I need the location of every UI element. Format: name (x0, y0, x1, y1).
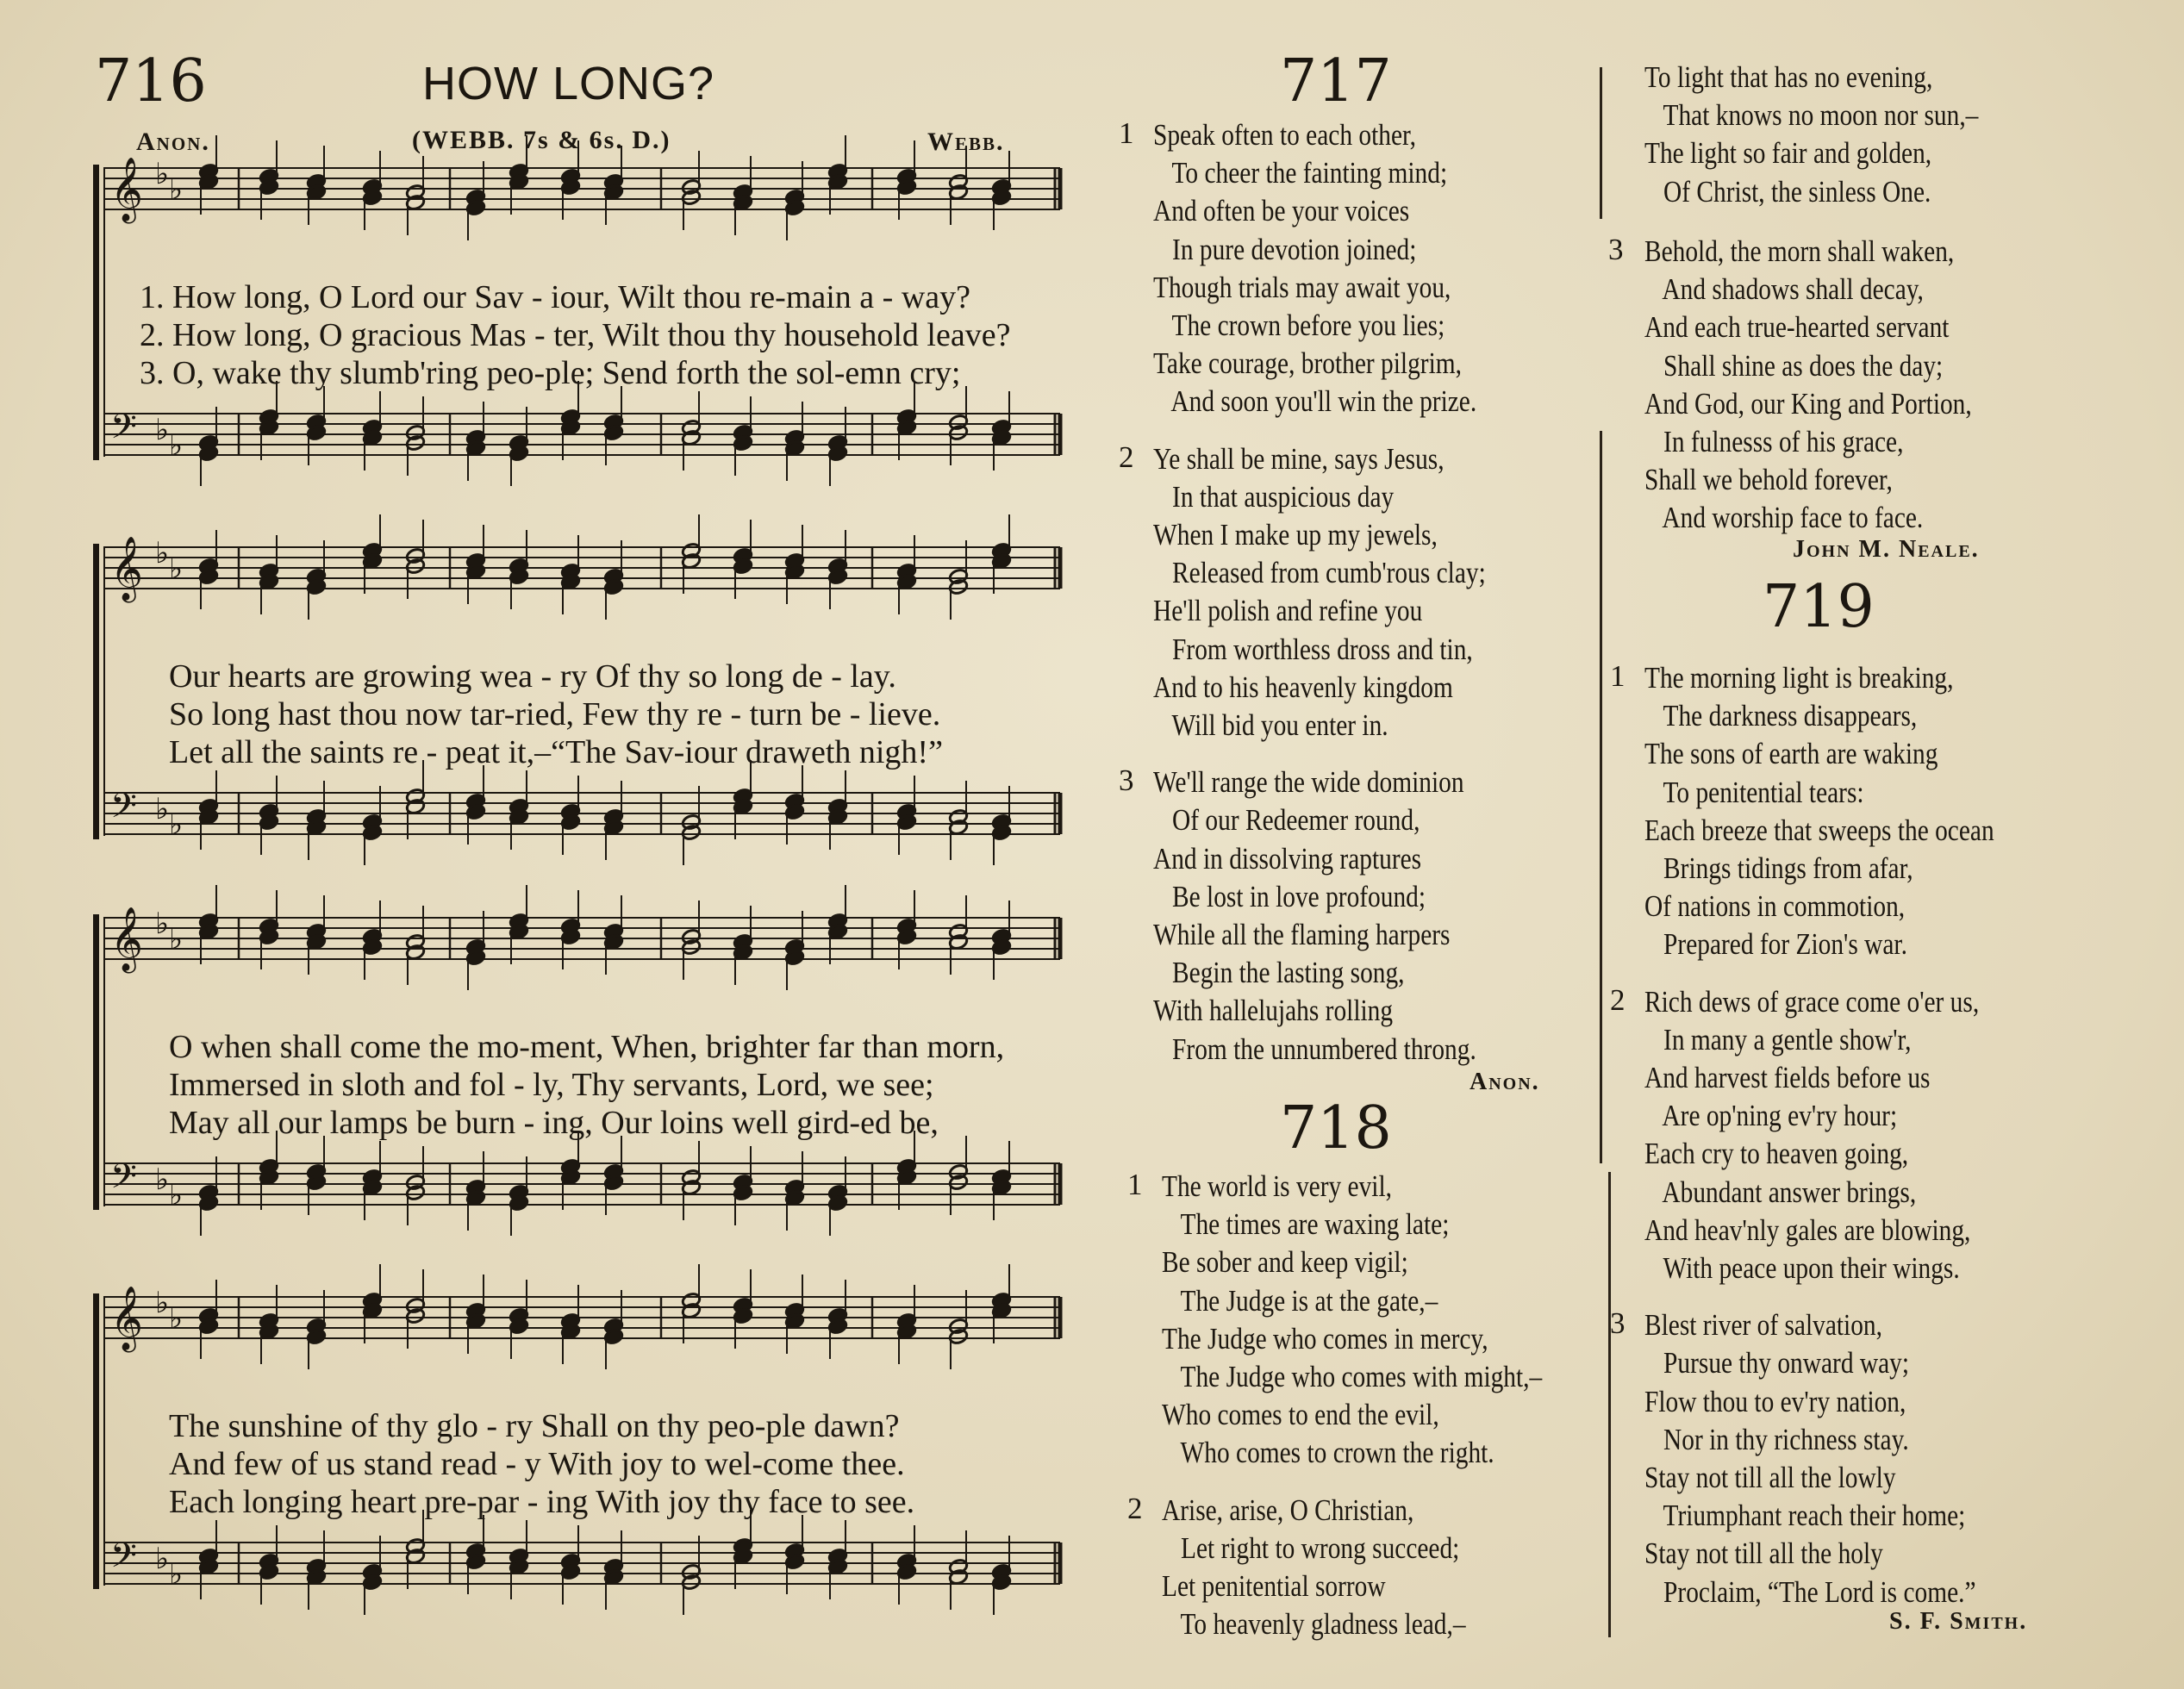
verse-line: The world is very evil, (1162, 1169, 1392, 1203)
hymn-717-number: 717 (1280, 47, 1392, 115)
column-divider (1600, 67, 1602, 219)
verse-line: With hallelujahs rolling (1153, 994, 1394, 1028)
svg-text:♭: ♭ (155, 536, 170, 570)
verse-line: The sons of earth are waking (1644, 737, 1938, 771)
verse-line: The Judge is at the gate,– (1162, 1283, 1438, 1318)
verse-line: Shall we behold forever, (1644, 463, 1893, 497)
hymn-716-meter: (WEBB. 7s & 6s. D.) (412, 126, 671, 154)
hymn-716-composer: Webb. (927, 128, 1005, 156)
verse-line: Ye shall be mine, says Jesus, (1153, 441, 1445, 476)
verse-line: And shadows shall decay, (1644, 272, 1924, 307)
hymn-716-author: Anon. (136, 128, 210, 156)
verse-line: Flow thou to ev'ry nation, (1644, 1384, 1906, 1418)
svg-text:𝄞: 𝄞 (110, 1287, 143, 1350)
verse-line: And in dissolving raptures (1153, 841, 1422, 876)
verse-line: And to his heavenly kingdom (1153, 670, 1453, 704)
verse-line: Though trials may await you, (1153, 270, 1451, 304)
svg-text:♭: ♭ (169, 807, 184, 842)
verse-line: To light that has no evening, (1644, 60, 1933, 94)
verse-line: And often be your voices (1153, 194, 1410, 228)
verse-line: In pure devotion joined; (1153, 232, 1417, 266)
svg-text:𝄢: 𝄢 (110, 407, 137, 455)
verse-line: And each true-hearted servant (1644, 310, 1950, 345)
svg-text:𝄞: 𝄞 (110, 907, 143, 971)
verse-line: Be sober and keep vigil; (1162, 1245, 1408, 1280)
verse-line: And heav'nly gales are blowing, (1644, 1212, 1971, 1247)
lyric-line: The sunshine of thy glo - ry Shall on thy peo-ple dawn? (169, 1408, 900, 1444)
lyric-line: Immersed in sloth and fol - ly, Thy servants, Lord, we see; (169, 1067, 934, 1103)
svg-text:♭: ♭ (155, 413, 170, 447)
verse-line: Who comes to end the evil, (1162, 1398, 1439, 1432)
svg-text:♭: ♭ (155, 1542, 170, 1576)
column-divider (1600, 431, 1602, 1163)
svg-text:♭: ♭ (169, 1557, 184, 1592)
svg-text:♭: ♭ (155, 1286, 170, 1320)
verse-line: He'll polish and refine you (1153, 594, 1423, 628)
svg-text:♭: ♭ (169, 1301, 184, 1336)
verse-line: Each cry to heaven going, (1644, 1137, 1909, 1171)
hymn-718-author: John M. Neale. (1793, 536, 1980, 563)
verse-line: Nor in thy richness stay. (1644, 1422, 1909, 1456)
hymn-716-number: 716 (95, 47, 207, 115)
lyric-line: May all our lamps be burn - ing, Our loins well gird-ed be, (169, 1105, 939, 1141)
verse-line: While all the flaming harpers (1153, 918, 1451, 951)
verse-line: From worthless dross and tin, (1153, 632, 1473, 666)
lyric-line: Let all the saints re - peat it,–“The Sav-iour draweth nigh!” (169, 734, 943, 770)
svg-text:♭: ♭ (155, 792, 170, 826)
svg-text:𝄞: 𝄞 (110, 537, 143, 601)
verse-line: And worship face to face. (1644, 501, 1924, 535)
verse-line: Shall shine as does the day; (1644, 348, 1944, 383)
verse-line: The Judge who comes in mercy, (1162, 1321, 1488, 1356)
lyric-line: Each longing heart pre-par - ing With joy thy face to see. (169, 1484, 915, 1520)
svg-text:♭: ♭ (155, 907, 170, 941)
svg-text:𝄞: 𝄞 (110, 158, 143, 221)
stanza-number: 1 (1610, 659, 1626, 693)
svg-text:♭: ♭ (169, 552, 184, 586)
stanza-number: 1 (1127, 1168, 1143, 1201)
verse-line: Begin the lasting song, (1153, 956, 1405, 990)
svg-text:𝄢: 𝄢 (110, 1536, 137, 1584)
lyric-line: So long hast thou now tar-ried, Few thy re - turn be - lieve. (169, 696, 941, 732)
verse-line: Arise, arise, O Christian, (1162, 1493, 1414, 1527)
svg-text:𝄢: 𝄢 (110, 786, 137, 834)
verse-line: To cheer the fainting mind; (1153, 156, 1448, 190)
column-divider (1608, 1172, 1611, 1637)
verse-line: Be lost in love profound; (1153, 879, 1426, 913)
lyric-line: 2. How long, O gracious Mas - ter, Wilt thou thy household leave? (140, 317, 1011, 353)
verse-line: In that auspicious day (1153, 479, 1395, 514)
hymn-718-number: 718 (1280, 1094, 1392, 1162)
lyric-line: 1. How long, O Lord our Sav - iour, Wilt thou re-main a - way? (140, 279, 970, 315)
hymn-716-title: HOW LONG? (422, 58, 715, 109)
hymn-719-number: 719 (1763, 573, 1875, 641)
hymn-717-author: Anon. (1470, 1069, 1540, 1095)
verse-line: Stay not till all the lowly (1644, 1461, 1896, 1494)
lyric-line: 3. O, wake thy slumb'ring peo-ple; Send forth the sol-emn cry; (140, 355, 961, 391)
stanza-number: 1 (1119, 116, 1134, 150)
verse-line: Brings tidings from afar, (1644, 851, 1913, 885)
verse-line: To penitential tears: (1644, 775, 1864, 809)
stanza-number: 3 (1119, 763, 1134, 798)
verse-line: In many a gentle show'r, (1644, 1022, 1912, 1056)
svg-text:♭: ♭ (169, 428, 184, 463)
verse-line: Released from cumb'rous clay; (1153, 556, 1486, 590)
verse-line: Blest river of salvation, (1644, 1308, 1882, 1343)
hymn-719-author: S. F. Smith. (1889, 1608, 2028, 1635)
verse-line: Will bid you enter in. (1153, 708, 1388, 742)
verse-line: Stay not till all the holy (1644, 1536, 1883, 1571)
verse-line: Triumphant reach their home; (1644, 1499, 1966, 1533)
verse-line: And soon you'll win the prize. (1153, 384, 1477, 419)
verse-line: That knows no moon nor sun,– (1644, 98, 1979, 133)
verse-line: Of Christ, the sinless One. (1644, 174, 1931, 209)
lyric-line: And few of us stand read - y With joy to wel-come thee. (169, 1446, 905, 1482)
svg-text:♭: ♭ (155, 157, 170, 191)
verse-line: Behold, the morn shall waken, (1644, 234, 1955, 268)
verse-line: The light so fair and golden, (1644, 136, 1932, 171)
verse-line: From the unnumbered throng. (1153, 1031, 1476, 1066)
verse-line: The times are waxing late; (1162, 1207, 1450, 1242)
verse-line: Abundant answer brings, (1644, 1175, 1917, 1209)
verse-line: When I make up my jewels, (1153, 518, 1438, 552)
verse-line: The morning light is breaking, (1644, 661, 1954, 695)
verse-line: And God, our King and Portion, (1644, 386, 1972, 421)
verse-line: Who comes to crown the right. (1162, 1436, 1494, 1470)
verse-line: Prepared for Zion's war. (1644, 927, 1907, 962)
verse-line: The crown before you lies; (1153, 309, 1445, 342)
svg-text:♭: ♭ (155, 1162, 170, 1197)
verse-line: In fulnesss of his grace, (1644, 425, 1904, 458)
verse-line: Take courage, brother pilgrim, (1153, 346, 1462, 381)
verse-line: To heavenly gladness lead,– (1162, 1607, 1466, 1642)
verse-line: Of nations in commotion, (1644, 889, 1906, 924)
verse-line: The darkness disappears, (1644, 699, 1918, 733)
stanza-number: 2 (1119, 439, 1134, 474)
verse-line: Pursue thy onward way; (1644, 1346, 1910, 1380)
verse-line: Each breeze that sweeps the ocean (1644, 813, 1994, 847)
svg-text:♭: ♭ (169, 172, 184, 207)
verse-line: And harvest fields before us (1644, 1061, 1931, 1094)
verse-line: The Judge who comes with might,– (1162, 1360, 1543, 1393)
verse-line: Of our Redeemer round, (1153, 803, 1420, 838)
stanza-number: 2 (1127, 1491, 1143, 1525)
verse-line: Are op'ning ev'ry hour; (1644, 1099, 1898, 1133)
lyric-line: Our hearts are growing wea - ry Of thy so long de - lay. (169, 658, 896, 695)
verse-line: Rich dews of grace come o'er us, (1644, 984, 1980, 1019)
verse-line: With peace upon their wings. (1644, 1251, 1960, 1285)
svg-text:♭: ♭ (169, 1178, 184, 1212)
verse-line: Proclaim, “The Lord is come.” (1644, 1574, 1976, 1609)
lyric-line: O when shall come the mo-ment, When, brighter far than morn, (169, 1029, 1005, 1065)
verse-line: Let right to wrong succeed; (1162, 1530, 1460, 1565)
stanza-number: 3 (1608, 233, 1624, 266)
verse-line: We'll range the wide dominion (1153, 765, 1464, 800)
verse-line: Let penitential sorrow (1162, 1569, 1386, 1603)
verse-line: Speak often to each other, (1153, 118, 1416, 152)
svg-text:𝄢: 𝄢 (110, 1156, 137, 1205)
stanza-number: 2 (1610, 982, 1626, 1017)
svg-text:♭: ♭ (169, 922, 184, 957)
stanza-number: 3 (1610, 1306, 1626, 1341)
